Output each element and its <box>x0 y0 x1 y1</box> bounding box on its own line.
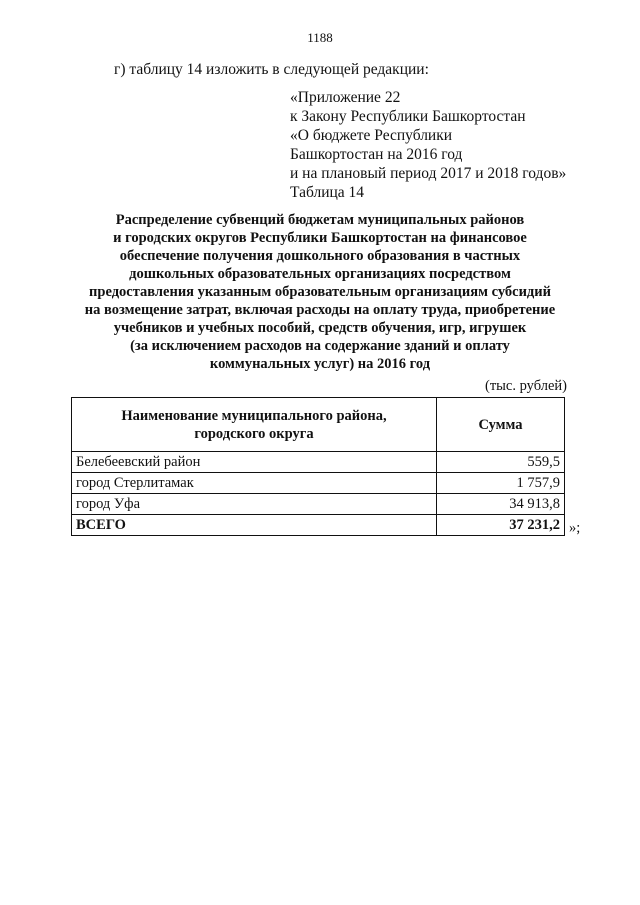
amount-cell: 34 913,8 <box>437 494 565 515</box>
appendix-line: «О бюджете Республики <box>290 127 453 144</box>
appendix-line: к Закону Республики Башкортостан <box>290 108 526 125</box>
table-row <box>72 473 565 494</box>
title-line: на возмещение затрат, включая расходы на оплату труда, приобретение <box>84 302 556 318</box>
table-title <box>60 211 580 373</box>
table-row <box>72 452 565 473</box>
municipality-cell: город Уфа <box>72 494 437 515</box>
header-amount: Сумма <box>437 398 565 452</box>
title-line: и городских округов Республики Башкортостан на финансовое <box>113 230 527 246</box>
page-number: 1188 <box>307 30 333 45</box>
appendix-line: «Приложение 22 <box>290 89 401 106</box>
header-municipality-line: Наименование муниципального района, <box>121 407 387 424</box>
title-line: обеспечение получения дошкольного образования в частных <box>119 248 521 264</box>
municipality-cell: Белебеевский район <box>72 452 437 473</box>
title-line: учебников и учебных пособий, средств обучения, игр, игрушек <box>113 320 527 336</box>
title-line: дошкольных образовательных организациях посредством <box>129 266 511 282</box>
appendix-line: Таблица 14 <box>290 184 365 201</box>
table-row <box>72 494 565 515</box>
title-line: Распределение субвенций бюджетам муниципальных районов <box>115 212 525 228</box>
title-line: (за исключением расходов на содержание зданий и оплату <box>130 338 510 354</box>
appendix-reference <box>290 88 566 202</box>
subsidy-table <box>71 397 565 536</box>
units-label: (тыс. рублей) <box>485 378 567 394</box>
amount-cell: 559,5 <box>437 452 565 473</box>
header-municipality-line: городского округа <box>194 425 314 442</box>
title-line: коммунальных услуг) на 2016 год <box>209 356 431 372</box>
header-municipality <box>72 398 437 452</box>
amount-cell: 1 757,9 <box>437 473 565 494</box>
appendix-line: и на плановый период 2017 и 2018 годов» <box>290 165 567 182</box>
intro-paragraph: г) таблицу 14 изложить в следующей редакции: <box>114 61 429 78</box>
appendix-line: Башкортостан на 2016 год <box>290 146 463 163</box>
total-label: ВСЕГО <box>72 515 437 536</box>
table-total-row <box>72 515 565 536</box>
total-amount: 37 231,2 <box>437 515 565 536</box>
municipality-cell: город Стерлитамак <box>72 473 437 494</box>
title-line: предоставления указанным образовательным организациям субсидий <box>89 284 551 300</box>
closing-quote: »; <box>569 520 581 536</box>
table-header-row <box>72 398 565 452</box>
